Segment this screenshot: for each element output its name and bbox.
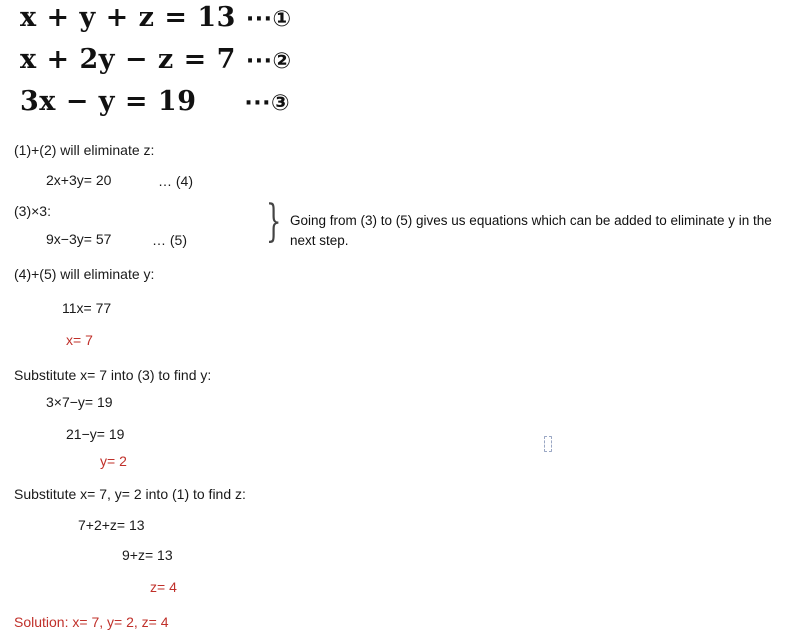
cursor-marker-icon (544, 436, 552, 452)
step-1-heading: (1)+(2) will eliminate z: (14, 142, 155, 158)
step-4-equation-1: 3×7−y= 19 (46, 394, 113, 410)
step-4-heading-suffix: into (3) to find y: (107, 367, 212, 383)
step-5-equation-2: 9+z= 13 (122, 547, 173, 563)
right-brace-icon: } (266, 196, 282, 247)
step-5-result: z= 4 (150, 579, 177, 595)
step-4-heading (14, 367, 211, 383)
step-5-heading-suffix: into (1) to find z: (141, 486, 246, 502)
step-5-heading-prefix: Substitute (14, 486, 81, 502)
step-5-heading-math: x= 7, y= 2 (80, 486, 142, 502)
step-4-result: y= 2 (100, 453, 127, 469)
solution-value: x= 7, y= 2, z= 4 (72, 614, 169, 630)
step-3-result: x= 7 (66, 332, 93, 348)
equation-3-text: 3x − y = 19 (20, 86, 197, 117)
step-4-heading-math: x= 7 (80, 367, 108, 383)
step-2-note: Going from (3) to (5) gives us equations which can be added to eliminate y in the next step. (290, 213, 772, 248)
step-2-label: … (5) (152, 232, 187, 248)
equation-3 (20, 86, 290, 117)
equation-2-text: x + 2y − z = 7 (20, 44, 236, 75)
step-1-label: … (4) (158, 173, 193, 189)
equation-2 (20, 44, 292, 75)
equation-2-marker: ···② (245, 49, 292, 74)
solution-line (14, 614, 169, 630)
step-5-heading (14, 486, 246, 502)
step-3-heading: (4)+(5) will eliminate y: (14, 266, 155, 282)
step-5-equation-1: 7+2+z= 13 (78, 517, 145, 533)
step-4-heading-prefix: Substitute (14, 367, 81, 383)
step-2-equation: 9x−3y= 57 (46, 231, 112, 247)
equation-1-marker: ···① (245, 7, 292, 32)
equation-1 (20, 2, 292, 33)
equation-1-text: x + y + z = 13 (20, 2, 236, 33)
step-1-equation: 2x+3y= 20 (46, 172, 112, 188)
step-2-heading: (3)×3: (14, 203, 51, 219)
solution-label: Solution: (14, 614, 73, 630)
step-3-equation: 11x= 77 (62, 300, 112, 316)
step-4-equation-2: 21−y= 19 (66, 426, 125, 442)
equation-3-marker: ···③ (244, 91, 291, 116)
